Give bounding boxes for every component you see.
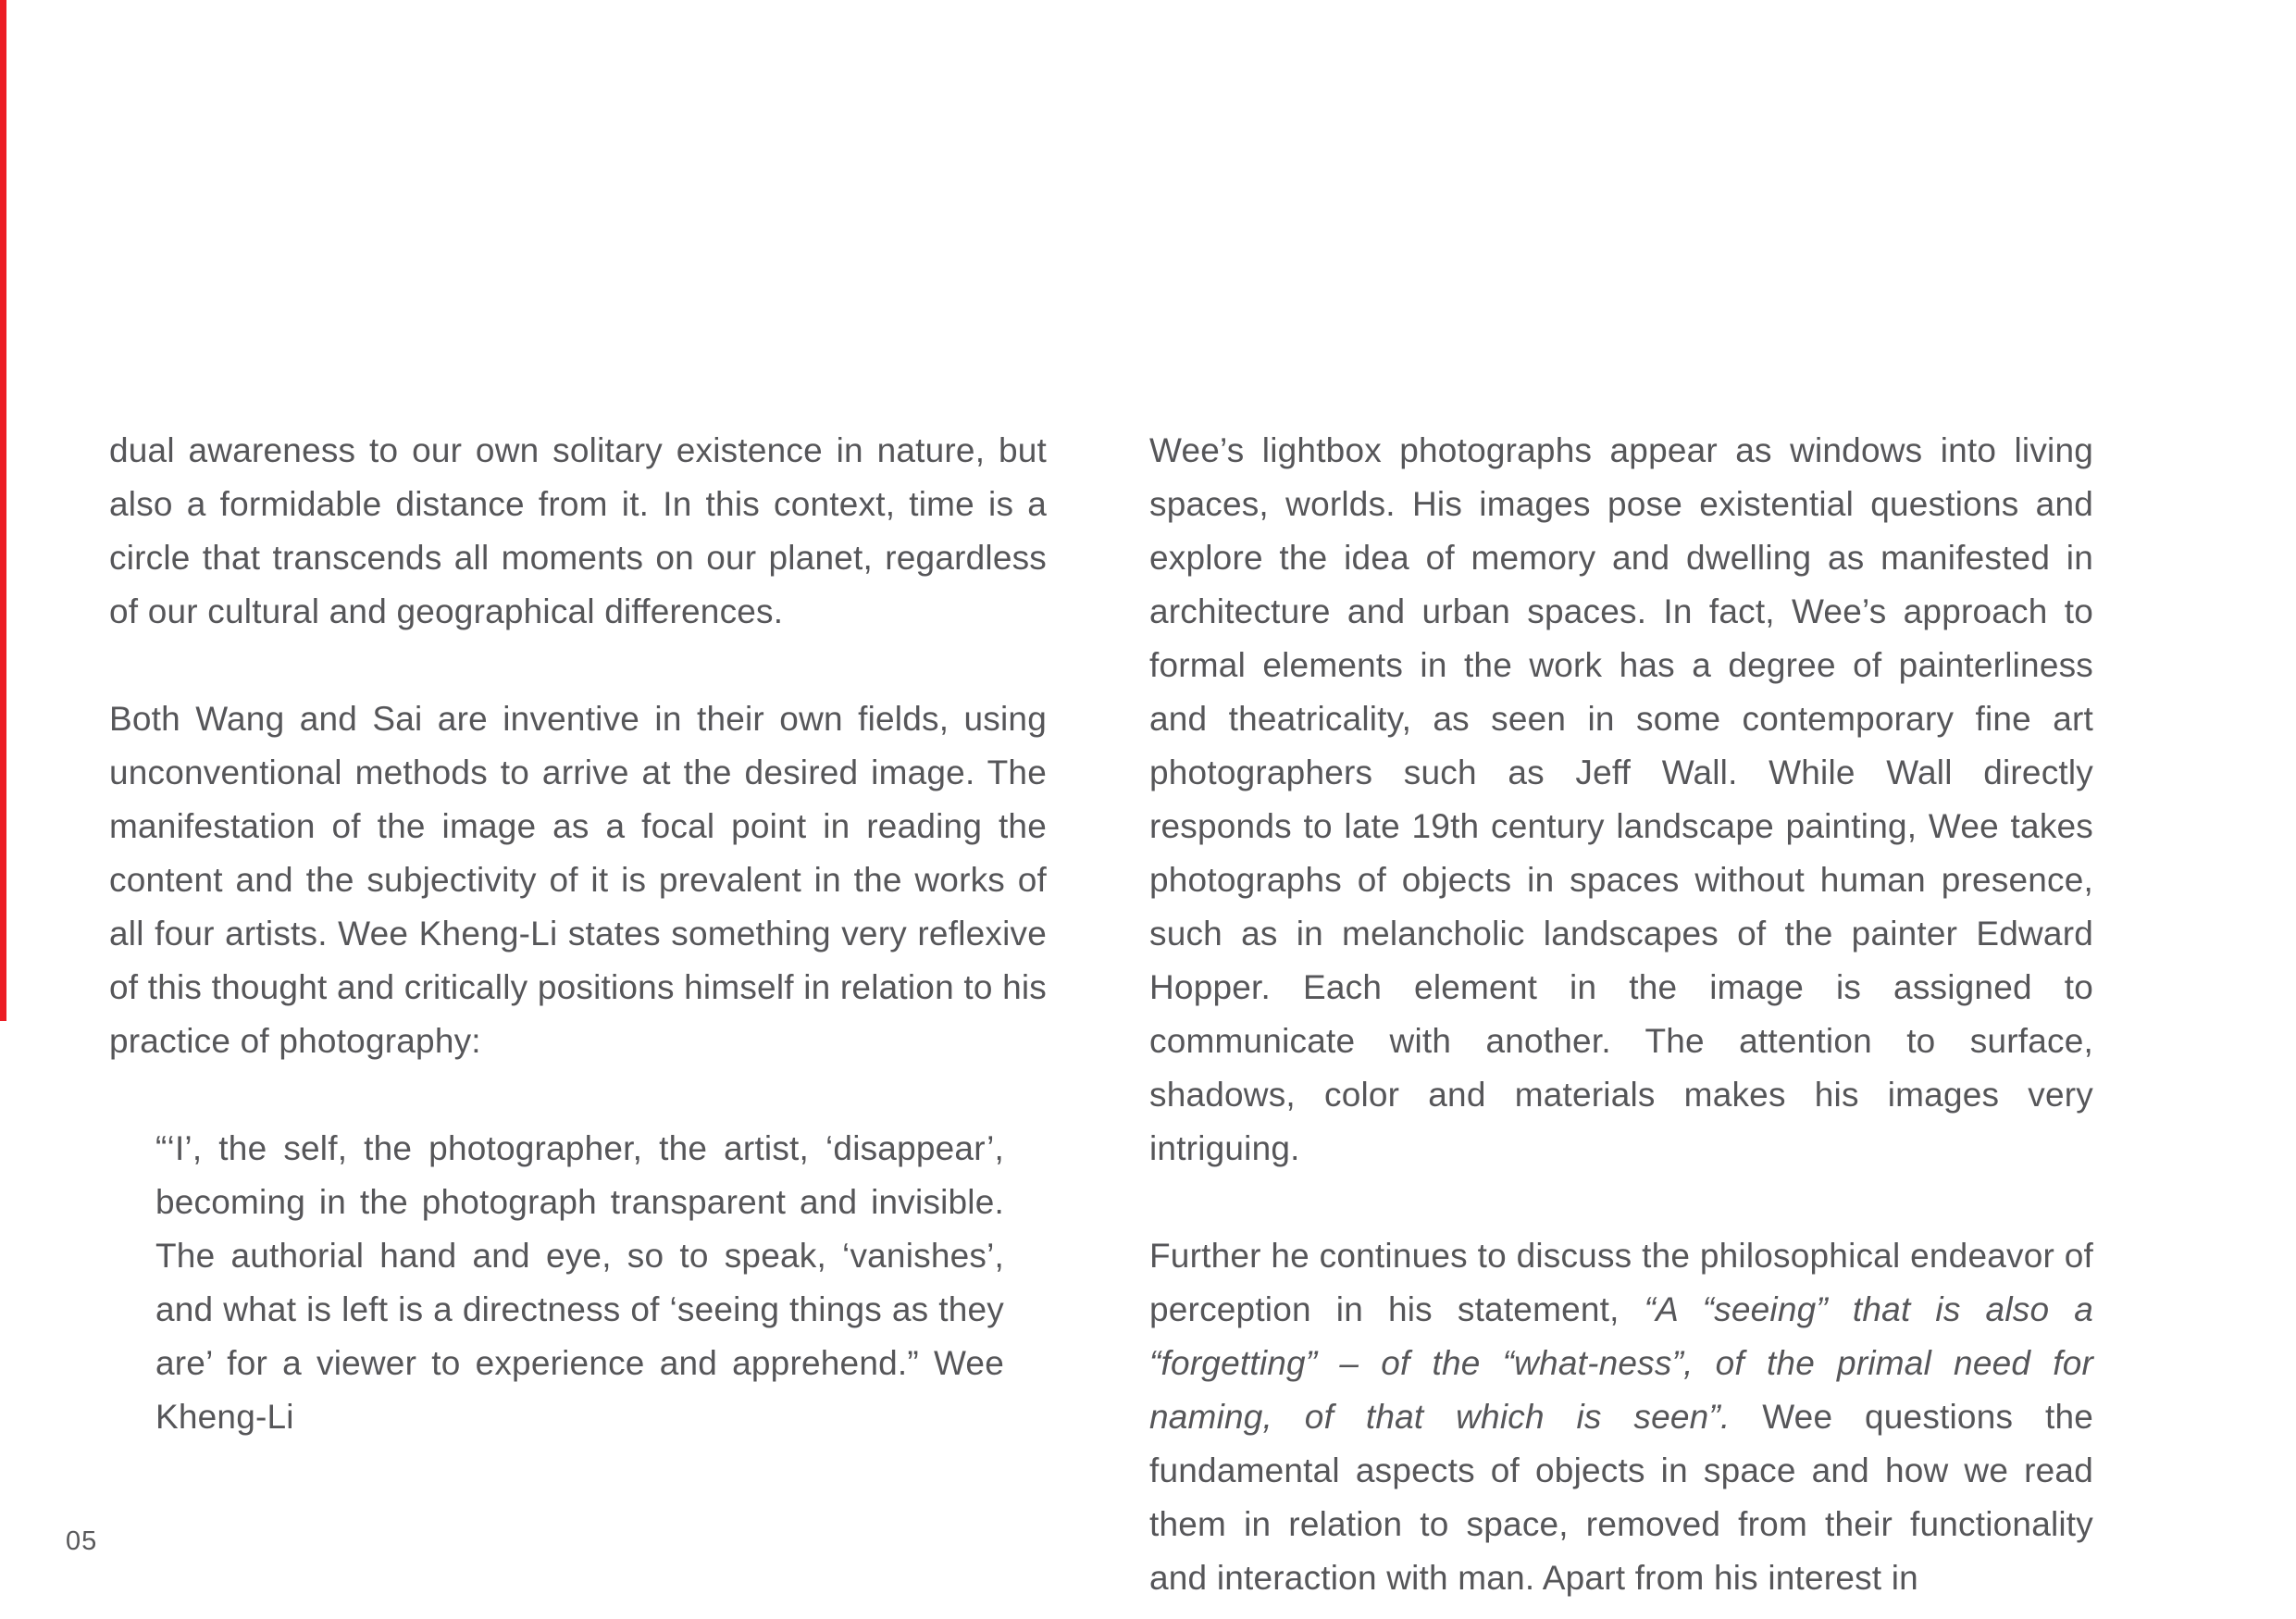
right-text-column — [1149, 424, 2093, 1605]
right-paragraph-2-quotation: “A “seeing” that is also a “forgetting” – of the “what-ness”, of the primal need for naming, of that which is seen”. — [1149, 1290, 2093, 1436]
pull-quote: “‘I’, the self, the photographer, the artist, ‘disappear’, becoming in the photograph transparent and invisible. The authorial hand and eye, so to speak, ‘vanishes’, and what is left is a directness of ‘seeing things as they are’ for a viewer to experience and apprehend.” Wee Kheng-Li — [155, 1129, 1004, 1436]
left-paragraph-1: dual awareness to our own solitary existence in nature, but also a formidable distance from it. In this context, time is a circle that transcends all moments on our planet, regardless of our cultural and geographical differences. — [109, 431, 1047, 630]
right-paragraph-2-tail: Wee questions the fundamental aspects of objects in space and how we read them in relation to space, removed from their functionality and interaction with man. Apart from his interest in — [1149, 1398, 2093, 1597]
red-accent-bar — [0, 0, 6, 1021]
page-number: 05 — [66, 1526, 98, 1556]
left-paragraph-2: Both Wang and Sai are inventive in their own fields, using unconventional methods to arrive at the desired image. The manifestation of the image as a focal point in reading the content and the subjectivity of it is prevalent in the works of all four artists. Wee Kheng-Li states something very reflexive of this thought and critically positions himself in relation to his practice of photography: — [109, 700, 1047, 1060]
right-paragraph-2 — [1149, 1229, 2093, 1605]
right-paragraph-2-lead: Further he continues to discuss the philosophical endeavor of perception in his statement, — [1149, 1237, 2093, 1328]
right-paragraph-1: Wee’s lightbox photographs appear as windows into living spaces, worlds. His images pose existential questions and explore the idea of memory and dwelling as manifested in architecture and urban spaces. In fact, Wee’s approach to formal elements in the work has a degree of painterliness and theatricality, as seen in some contemporary fine art photographers such as Jeff Wall. While Wall directly responds to late 19th century landscape painting, Wee takes photographs of objects in spaces without human presence, such as in melancholic landscapes of the painter Edward Hopper. Each element in the image is assigned to communicate with another. The attention to surface, shadows, color and materials makes his images very intriguing. — [1149, 431, 2093, 1167]
left-text-column — [109, 424, 1047, 1444]
